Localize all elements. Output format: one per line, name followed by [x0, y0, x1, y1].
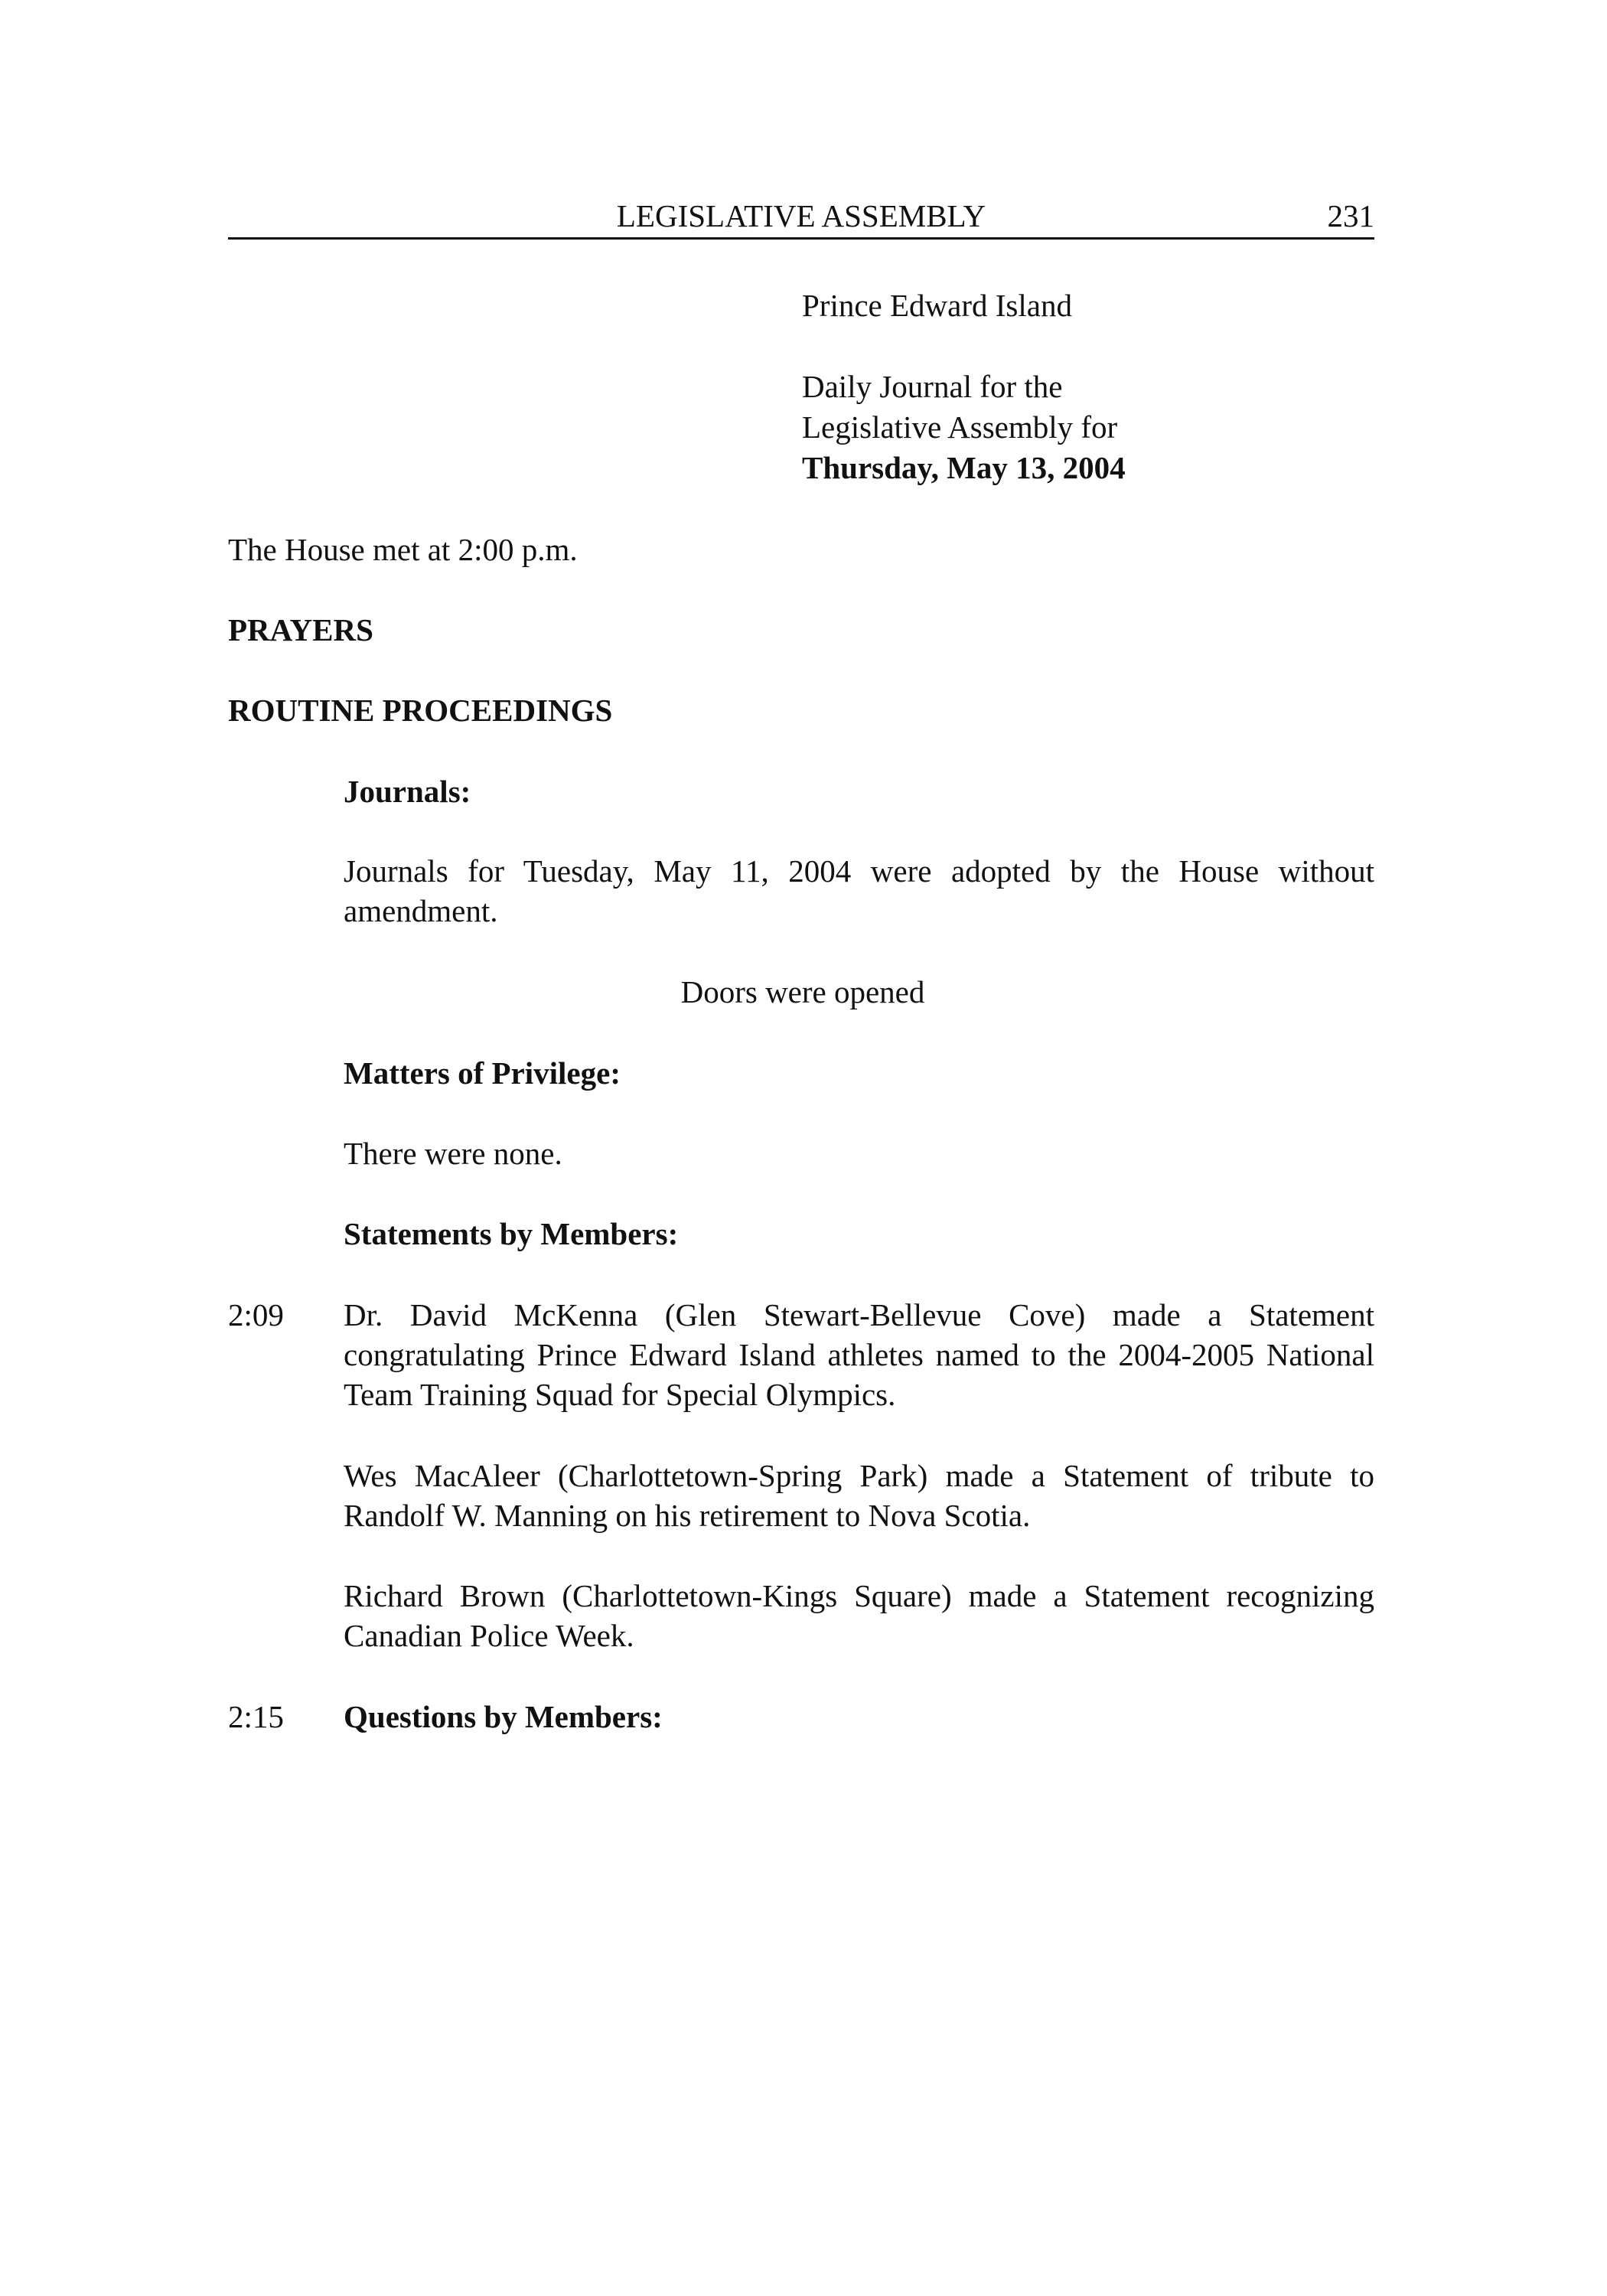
privilege-heading: Matters of Privilege:	[344, 1055, 621, 1091]
privilege-text: There were none.	[344, 1136, 562, 1171]
statement-item: Richard Brown (Charlottetown-Kings Square) made a Statement recognizing Canadian Police Week.	[344, 1578, 1374, 1653]
statement-item: Wes MacAleer (Charlottetown-Spring Park) made a Statement of tribute to Randolf W. Manning on his retirement to Nova Scotia.	[344, 1458, 1374, 1533]
masthead-date: Thursday, May 13, 2004	[802, 450, 1126, 485]
masthead-journal-line1: Daily Journal for the	[802, 369, 1063, 404]
masthead-province: Prince Edward Island	[802, 288, 1072, 323]
page-header	[228, 196, 1374, 240]
journals-text: Journals for Tuesday, May 11, 2004 were adopted by the House without amendment.	[344, 853, 1374, 928]
statements-time: 2:09	[228, 1297, 284, 1332]
doors-opened-note: Doors were opened	[680, 974, 925, 1009]
questions-heading: Questions by Members:	[344, 1699, 663, 1734]
page-number: 231	[1327, 198, 1374, 233]
meeting-time-line: The House met at 2:00 p.m.	[228, 532, 578, 567]
masthead-journal-line2: Legislative Assembly for	[802, 409, 1118, 445]
prayers-heading: PRAYERS	[228, 612, 373, 647]
journals-heading: Journals:	[344, 774, 471, 809]
statement-item: Dr. David McKenna (Glen Stewart-Bellevue Cove) made a Statement congratulating Prince Edward Island athletes named to the 2004-2005 National Team Training Squad for Special Olympics.	[344, 1297, 1374, 1412]
routine-proceedings-heading: ROUTINE PROCEEDINGS	[228, 693, 613, 728]
questions-time: 2:15	[228, 1699, 284, 1734]
header-title: LEGISLATIVE ASSEMBLY	[616, 198, 986, 233]
statements-heading: Statements by Members:	[344, 1216, 679, 1251]
